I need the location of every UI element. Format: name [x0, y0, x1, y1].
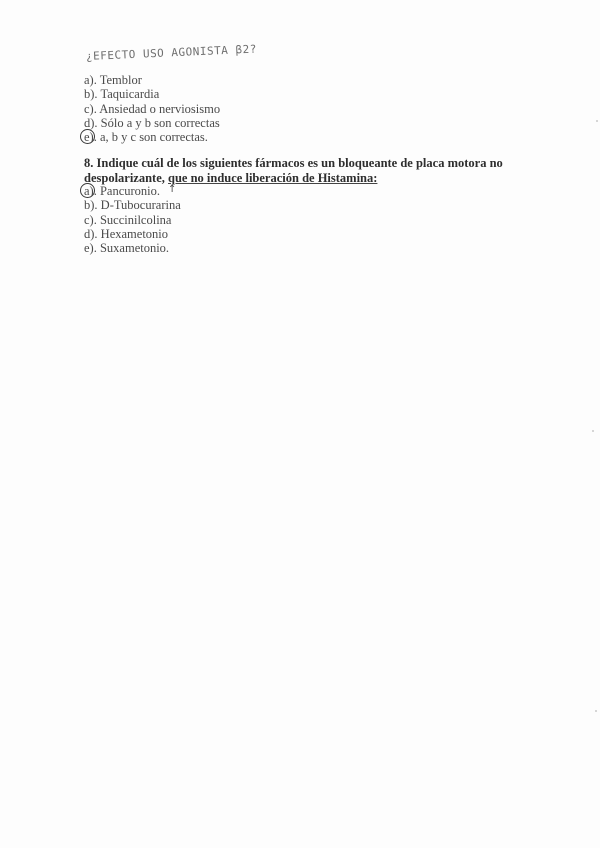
- option-text: Hexametonio: [100, 226, 169, 241]
- option-letter: a).: [84, 73, 97, 87]
- question1-options: [84, 73, 220, 144]
- question-line-2-start: despolarizante,: [84, 170, 165, 185]
- option-letter: a).: [84, 184, 97, 198]
- option-text: Taquicardia: [100, 87, 160, 102]
- q1-option-c: [84, 102, 220, 116]
- option-letter: e).: [84, 241, 97, 256]
- q1-option-e: [84, 130, 220, 144]
- option-text: Pancuronio.: [99, 184, 161, 198]
- option-letter: c).: [84, 101, 97, 116]
- question2-options: [84, 184, 181, 255]
- option-text: Succinilcolina: [99, 212, 172, 227]
- scan-speck: [596, 120, 598, 122]
- question-8-text: [84, 156, 504, 185]
- pen-tick-mark: ↑: [168, 184, 177, 195]
- q2-option-b: [84, 198, 181, 212]
- scan-speck: [595, 710, 597, 712]
- option-text: Temblor: [99, 73, 142, 87]
- option-text: Suxametonio.: [99, 241, 170, 256]
- option-letter: c).: [84, 212, 97, 227]
- option-letter: b).: [84, 87, 98, 102]
- q2-option-a: [84, 184, 181, 198]
- q2-option-c: [84, 213, 181, 227]
- option-text: a, b y c son correctas.: [99, 130, 208, 145]
- q1-option-a: [84, 73, 220, 87]
- option-letter: b).: [84, 198, 98, 213]
- q2-option-e: [84, 241, 181, 255]
- option-letter: e).: [84, 130, 97, 145]
- option-letter: d).: [84, 226, 98, 241]
- q2-option-d: [84, 227, 181, 241]
- q1-option-d: [84, 116, 220, 130]
- option-letter: d).: [84, 115, 98, 130]
- handwritten-note: ¿EFECTO USO AGONISTA β2?: [85, 42, 258, 63]
- question-line-2-underlined: que no induce liberación de Histamina:: [168, 170, 378, 185]
- option-text: D-Tubocurarina: [100, 198, 181, 213]
- scan-speck: [592, 430, 594, 432]
- question-line-1: 8. Indique cuál de los siguientes fármacos es un bloqueante de placa motora no: [84, 156, 503, 170]
- option-text: Ansiedad o nerviosismo: [99, 101, 221, 116]
- option-text: Sólo a y b son correctas: [100, 115, 220, 130]
- q1-option-b: [84, 87, 220, 101]
